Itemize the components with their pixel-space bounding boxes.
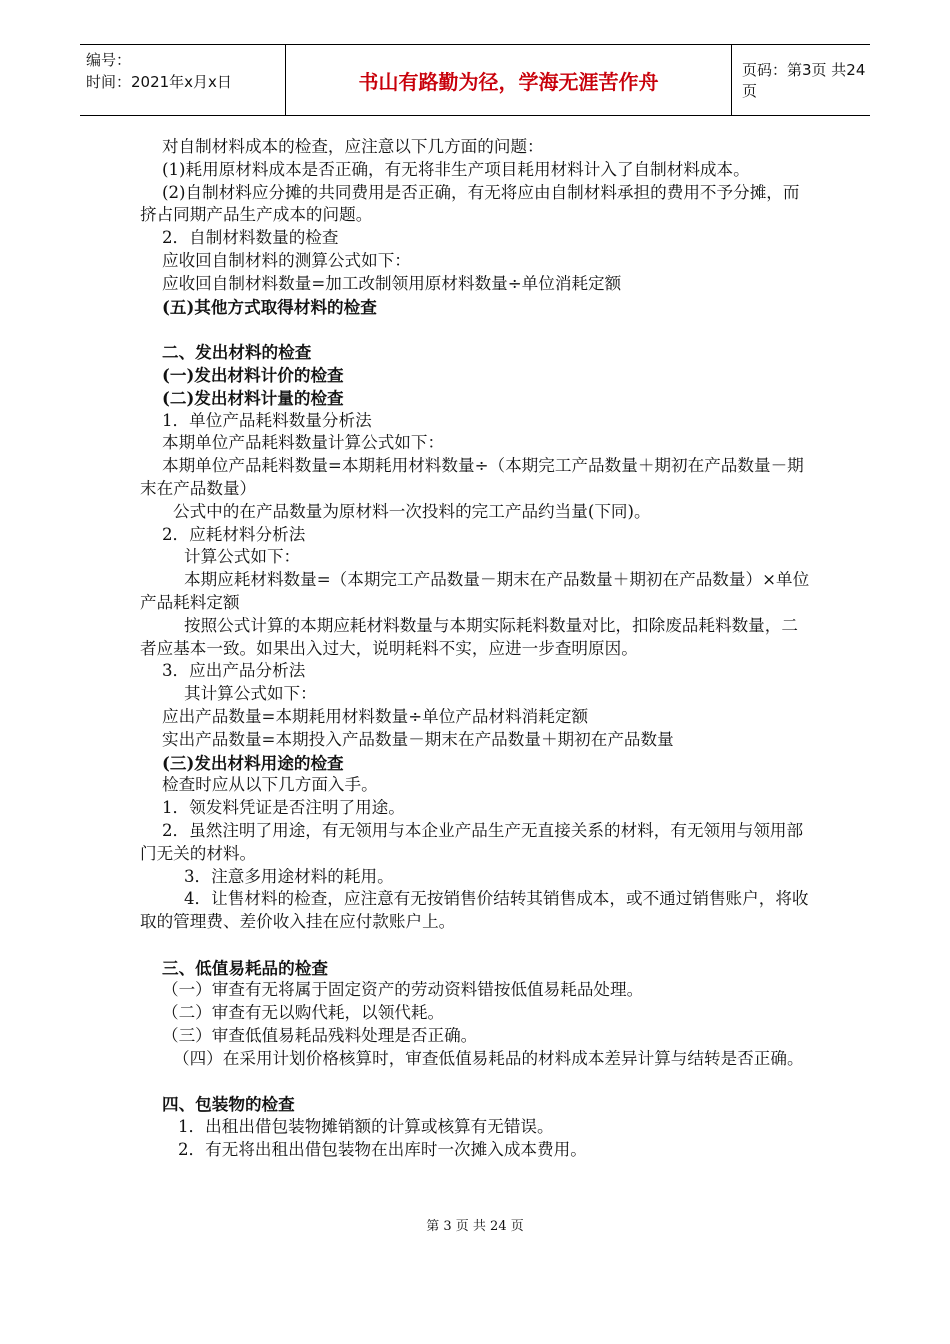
paragraph: 公式中的在产品数量为原材料一次投料的完工产品约当量(下同)。 [173, 501, 651, 521]
paragraph: 1．出租出借包装物摊销额的计算或核算有无错误。 [178, 1117, 554, 1137]
paragraph: 应出产品数量=本期耗用材料数量÷单位产品材料消耗定额 [162, 706, 589, 726]
page-footer: 第 3 页 共 24 页 [426, 1219, 524, 1234]
paragraph: 检查时应从以下几方面入手。 [162, 775, 378, 795]
section-heading: 三、低值易耗品的检查 [162, 957, 328, 978]
paragraph: 2．虽然注明了用途，有无领用与本企业产品生产无直接关系的材料，有无领用与领用部门无关的材料。 [140, 820, 804, 863]
paragraph: 本期应耗材料数量=（本期完工产品数量－期末在产品数量＋期初在产品数量）×单位产品耗料定额 [140, 570, 810, 612]
page-header [80, 44, 870, 116]
paragraph: 对自制材料成本的检查，应注意以下几方面的问题： [162, 137, 544, 156]
paragraph: （一）审查有无将属于固定资产的劳动资料错按低值易耗品处理。 [162, 980, 644, 1000]
header-motto: 书山有路勤为径，学海无涯苦作舟 [285, 45, 732, 115]
paragraph: 2．有无将出租出借包装物在出库时一次摊入成本费用。 [178, 1140, 587, 1160]
section-heading: (一)发出材料计价的检查 [162, 364, 344, 385]
paragraph: 计算公式如下： [184, 547, 301, 567]
time-label: 时间：2021年x月x日 [86, 73, 232, 91]
paragraph: 应收回自制材料数量=加工改制领用原材料数量÷单位消耗定额 [162, 273, 622, 293]
paragraph: 3．注意多用途材料的耗用。 [184, 866, 394, 886]
paragraph: 1．领发料凭证是否注明了用途。 [162, 798, 405, 818]
paragraph: 3．应出产品分析法 [162, 661, 306, 681]
paragraph: （三）审查低值易耗品残料处理是否正确。 [162, 1026, 478, 1046]
paragraph: 本期单位产品耗料数量=本期耗用材料数量÷（本期完工产品数量＋期初在产品数量－期末在产品数量） [140, 456, 804, 498]
section-heading: 四、包装物的检查 [162, 1094, 295, 1115]
section-heading: (五)其他方式取得材料的检查 [162, 296, 377, 317]
header-meta [86, 49, 276, 93]
paragraph: 实出产品数量=本期投入产品数量－期末在产品数量＋期初在产品数量 [162, 729, 674, 749]
document-body [140, 136, 810, 1162]
paragraph: (2)自制材料应分摊的共同费用是否正确，有无将应由自制材料承担的费用不予分摊，而挤占同期产品生产成本的问题。 [140, 182, 800, 225]
paragraph: 本期单位产品耗料数量计算公式如下： [162, 433, 445, 453]
paragraph: 1．单位产品耗料数量分析法 [162, 410, 372, 430]
paragraph: 其计算公式如下： [184, 684, 317, 704]
paragraph: 按照公式计算的本期应耗材料数量与本期实际耗料数量对比，扣除废品耗料数量，二者应基本一致。如果出入过大，说明耗料不实，应进一步查明原因。 [140, 615, 798, 658]
header-page-info: 页码：第3页 共24页 [742, 61, 866, 100]
paragraph: 4．让售材料的检查，应注意有无按销售价结转其销售成本，或不通过销售账户，将收取的管理费、差价收入挂在应付款账户上。 [140, 889, 809, 932]
paragraph: （二）审查有无以购代耗，以领代耗。 [162, 1003, 445, 1023]
section-heading: (二)发出材料计量的检查 [162, 387, 344, 408]
paragraph: (1)耗用原材料成本是否正确，有无将非生产项目耗用材料计入了自制材料成本。 [162, 159, 750, 179]
paragraph: 应收回自制材料的测算公式如下： [162, 250, 411, 270]
paragraph: 2．自制材料数量的检查 [162, 228, 339, 248]
paragraph: （四）在采用计划价格核算时，审查低值易耗品的材料成本差异计算与结转是否正确。 [173, 1048, 804, 1068]
number-label: 编号： [86, 51, 132, 69]
paragraph: 2．应耗材料分析法 [162, 524, 306, 544]
section-heading: (三)发出材料用途的检查 [162, 752, 344, 773]
section-heading: 二、发出材料的检查 [162, 342, 312, 363]
